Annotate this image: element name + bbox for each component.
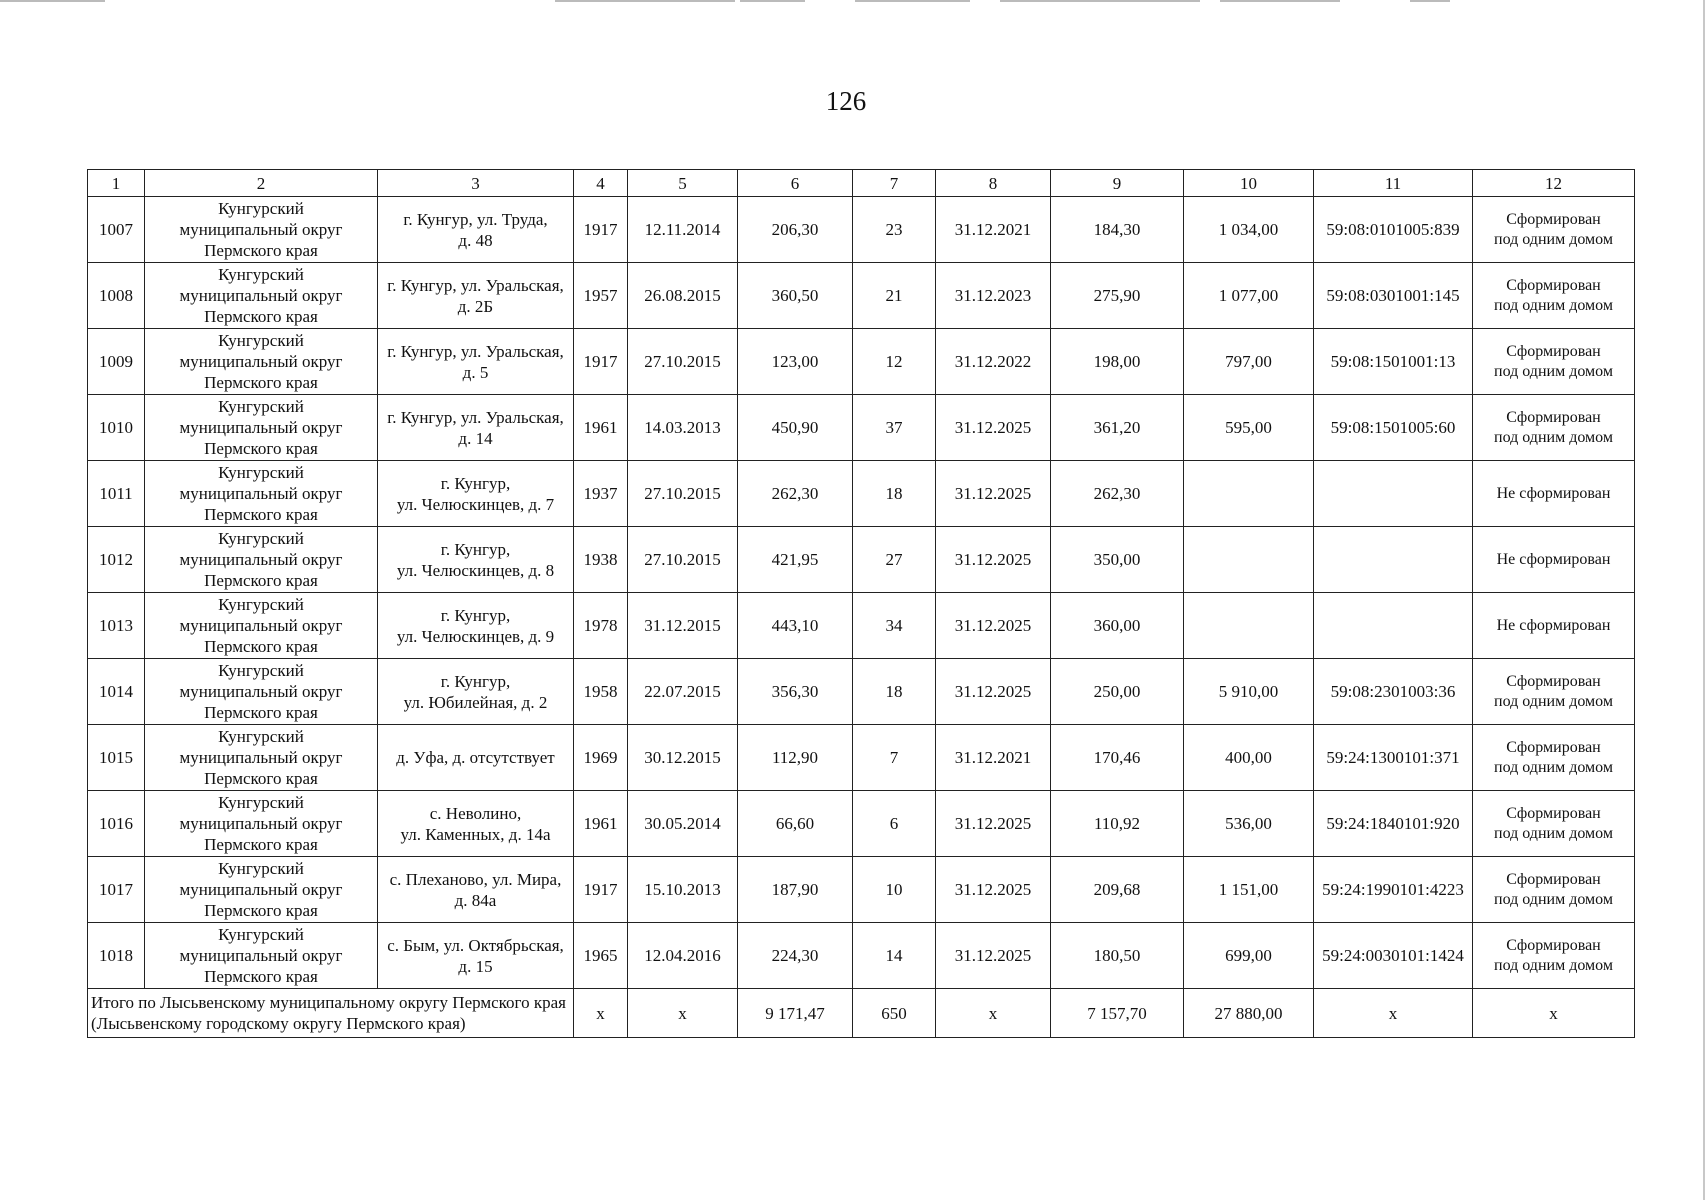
status-cell: Сформирован под одним домом bbox=[1473, 791, 1635, 857]
column-header: 3 bbox=[378, 170, 574, 197]
municipality-cell: Кунгурский муниципальный округ Пермского края bbox=[145, 791, 378, 857]
deadline-cell: 31.12.2025 bbox=[936, 659, 1051, 725]
column-header: 1 bbox=[88, 170, 145, 197]
table-row bbox=[88, 395, 1635, 461]
cadastral-cell: 59:08:0301001:145 bbox=[1314, 263, 1473, 329]
year-cell: 1917 bbox=[574, 329, 628, 395]
address-cell: с. Плеханово, ул. Мира, д. 84а bbox=[378, 857, 574, 923]
municipality-cell: Кунгурский муниципальный округ Пермского края bbox=[145, 329, 378, 395]
plot-area-cell: 5 910,00 bbox=[1184, 659, 1314, 725]
row-number-cell: 1011 bbox=[88, 461, 145, 527]
plot-area-cell: 595,00 bbox=[1184, 395, 1314, 461]
area2-cell: 170,46 bbox=[1051, 725, 1184, 791]
residents-cell: 34 bbox=[853, 593, 936, 659]
municipality-cell: Кунгурский муниципальный округ Пермского края bbox=[145, 527, 378, 593]
column-header: 6 bbox=[738, 170, 853, 197]
status-cell: Сформирован под одним домом bbox=[1473, 329, 1635, 395]
residents-cell: 14 bbox=[853, 923, 936, 989]
status-cell: Не сформирован bbox=[1473, 527, 1635, 593]
year-cell: 1958 bbox=[574, 659, 628, 725]
total-cell: х bbox=[1473, 989, 1635, 1038]
date-cell: 30.12.2015 bbox=[628, 725, 738, 791]
residents-cell: 23 bbox=[853, 197, 936, 263]
residents-cell: 18 bbox=[853, 659, 936, 725]
table-row bbox=[88, 791, 1635, 857]
area-cell: 356,30 bbox=[738, 659, 853, 725]
deadline-cell: 31.12.2025 bbox=[936, 395, 1051, 461]
year-cell: 1961 bbox=[574, 395, 628, 461]
total-cell: 7 157,70 bbox=[1051, 989, 1184, 1038]
column-header: 9 bbox=[1051, 170, 1184, 197]
area2-cell: 209,68 bbox=[1051, 857, 1184, 923]
municipality-cell: Кунгурский муниципальный округ Пермского края bbox=[145, 461, 378, 527]
plot-area-cell: 1 034,00 bbox=[1184, 197, 1314, 263]
total-cell: х bbox=[1314, 989, 1473, 1038]
residents-cell: 7 bbox=[853, 725, 936, 791]
date-cell: 27.10.2015 bbox=[628, 527, 738, 593]
row-number-cell: 1007 bbox=[88, 197, 145, 263]
column-header: 5 bbox=[628, 170, 738, 197]
date-cell: 26.08.2015 bbox=[628, 263, 738, 329]
status-cell: Сформирован под одним домом bbox=[1473, 923, 1635, 989]
address-cell: г. Кунгур, ул. Уральская, д. 14 bbox=[378, 395, 574, 461]
date-cell: 22.07.2015 bbox=[628, 659, 738, 725]
plot-area-cell bbox=[1184, 593, 1314, 659]
area2-cell: 350,00 bbox=[1051, 527, 1184, 593]
table-row bbox=[88, 725, 1635, 791]
date-cell: 31.12.2015 bbox=[628, 593, 738, 659]
year-cell: 1937 bbox=[574, 461, 628, 527]
deadline-cell: 31.12.2025 bbox=[936, 857, 1051, 923]
area2-cell: 360,00 bbox=[1051, 593, 1184, 659]
area2-cell: 275,90 bbox=[1051, 263, 1184, 329]
address-cell: г. Кунгур, ул. Юбилейная, д. 2 bbox=[378, 659, 574, 725]
address-cell: г. Кунгур, ул. Челюскинцев, д. 9 bbox=[378, 593, 574, 659]
area-cell: 206,30 bbox=[738, 197, 853, 263]
table-row bbox=[88, 263, 1635, 329]
total-label: Итого по Лысьвенскому муниципальному округу Пермского края (Лысьвенскому городскому округу Пермского края) bbox=[88, 989, 574, 1038]
plot-area-cell bbox=[1184, 527, 1314, 593]
date-cell: 27.10.2015 bbox=[628, 329, 738, 395]
date-cell: 15.10.2013 bbox=[628, 857, 738, 923]
table-header bbox=[88, 170, 1635, 197]
address-cell: г. Кунгур, ул. Челюскинцев, д. 8 bbox=[378, 527, 574, 593]
municipality-cell: Кунгурский муниципальный округ Пермского края bbox=[145, 725, 378, 791]
year-cell: 1961 bbox=[574, 791, 628, 857]
year-cell: 1978 bbox=[574, 593, 628, 659]
area2-cell: 110,92 bbox=[1051, 791, 1184, 857]
address-cell: г. Кунгур, ул. Челюскинцев, д. 7 bbox=[378, 461, 574, 527]
area-cell: 187,90 bbox=[738, 857, 853, 923]
residents-cell: 10 bbox=[853, 857, 936, 923]
column-header: 12 bbox=[1473, 170, 1635, 197]
cadastral-cell: 59:24:1840101:920 bbox=[1314, 791, 1473, 857]
address-cell: г. Кунгур, ул. Уральская, д. 2Б bbox=[378, 263, 574, 329]
row-number-cell: 1016 bbox=[88, 791, 145, 857]
deadline-cell: 31.12.2025 bbox=[936, 461, 1051, 527]
cadastral-cell bbox=[1314, 461, 1473, 527]
total-cell: х bbox=[628, 989, 738, 1038]
cadastral-cell: 59:24:1300101:371 bbox=[1314, 725, 1473, 791]
address-cell: с. Неволино, ул. Каменных, д. 14а bbox=[378, 791, 574, 857]
row-number-cell: 1008 bbox=[88, 263, 145, 329]
status-cell: Сформирован под одним домом bbox=[1473, 395, 1635, 461]
column-header: 7 bbox=[853, 170, 936, 197]
deadline-cell: 31.12.2022 bbox=[936, 329, 1051, 395]
address-cell: д. Уфа, д. отсутствует bbox=[378, 725, 574, 791]
table-row bbox=[88, 197, 1635, 263]
page-number: 126 bbox=[825, 86, 867, 116]
municipality-cell: Кунгурский муниципальный округ Пермского края bbox=[145, 593, 378, 659]
cadastral-cell: 59:08:2301003:36 bbox=[1314, 659, 1473, 725]
cadastral-cell bbox=[1314, 527, 1473, 593]
status-cell: Не сформирован bbox=[1473, 461, 1635, 527]
total-cell: 9 171,47 bbox=[738, 989, 853, 1038]
column-header: 2 bbox=[145, 170, 378, 197]
row-number-cell: 1018 bbox=[88, 923, 145, 989]
deadline-cell: 31.12.2025 bbox=[936, 791, 1051, 857]
residents-cell: 18 bbox=[853, 461, 936, 527]
plot-area-cell bbox=[1184, 461, 1314, 527]
year-cell: 1917 bbox=[574, 197, 628, 263]
date-cell: 12.04.2016 bbox=[628, 923, 738, 989]
status-cell: Сформирован под одним домом bbox=[1473, 263, 1635, 329]
column-header: 8 bbox=[936, 170, 1051, 197]
date-cell: 12.11.2014 bbox=[628, 197, 738, 263]
row-number-cell: 1009 bbox=[88, 329, 145, 395]
column-header: 4 bbox=[574, 170, 628, 197]
date-cell: 30.05.2014 bbox=[628, 791, 738, 857]
row-number-cell: 1014 bbox=[88, 659, 145, 725]
header-row bbox=[88, 170, 1635, 197]
total-cell: 650 bbox=[853, 989, 936, 1038]
total-cell: 27 880,00 bbox=[1184, 989, 1314, 1038]
status-cell: Не сформирован bbox=[1473, 593, 1635, 659]
year-cell: 1969 bbox=[574, 725, 628, 791]
year-cell: 1965 bbox=[574, 923, 628, 989]
column-header: 10 bbox=[1184, 170, 1314, 197]
area-cell: 112,90 bbox=[738, 725, 853, 791]
residents-cell: 12 bbox=[853, 329, 936, 395]
year-cell: 1957 bbox=[574, 263, 628, 329]
column-header: 11 bbox=[1314, 170, 1473, 197]
total-cell: х bbox=[574, 989, 628, 1038]
deadline-cell: 31.12.2025 bbox=[936, 527, 1051, 593]
deadline-cell: 31.12.2025 bbox=[936, 923, 1051, 989]
municipality-cell: Кунгурский муниципальный округ Пермского края bbox=[145, 857, 378, 923]
table-row bbox=[88, 923, 1635, 989]
status-cell: Сформирован под одним домом bbox=[1473, 197, 1635, 263]
area2-cell: 250,00 bbox=[1051, 659, 1184, 725]
scan-edge-top bbox=[0, 0, 1707, 3]
cadastral-cell bbox=[1314, 593, 1473, 659]
area-cell: 123,00 bbox=[738, 329, 853, 395]
row-number-cell: 1010 bbox=[88, 395, 145, 461]
cadastral-cell: 59:08:1501001:13 bbox=[1314, 329, 1473, 395]
status-cell: Сформирован под одним домом bbox=[1473, 725, 1635, 791]
area-cell: 262,30 bbox=[738, 461, 853, 527]
table-row bbox=[88, 659, 1635, 725]
municipality-cell: Кунгурский муниципальный округ Пермского края bbox=[145, 197, 378, 263]
total-cell: х bbox=[936, 989, 1051, 1038]
cadastral-cell: 59:24:0030101:1424 bbox=[1314, 923, 1473, 989]
residents-cell: 21 bbox=[853, 263, 936, 329]
address-cell: с. Бым, ул. Октябрьская, д. 15 bbox=[378, 923, 574, 989]
table-row bbox=[88, 461, 1635, 527]
year-cell: 1917 bbox=[574, 857, 628, 923]
row-number-cell: 1012 bbox=[88, 527, 145, 593]
area-cell: 450,90 bbox=[738, 395, 853, 461]
area2-cell: 180,50 bbox=[1051, 923, 1184, 989]
area-cell: 224,30 bbox=[738, 923, 853, 989]
area-cell: 360,50 bbox=[738, 263, 853, 329]
deadline-cell: 31.12.2023 bbox=[936, 263, 1051, 329]
municipality-cell: Кунгурский муниципальный округ Пермского края bbox=[145, 263, 378, 329]
plot-area-cell: 1 151,00 bbox=[1184, 857, 1314, 923]
table-body bbox=[88, 197, 1635, 1038]
area2-cell: 262,30 bbox=[1051, 461, 1184, 527]
table-row bbox=[88, 527, 1635, 593]
address-cell: г. Кунгур, ул. Уральская, д. 5 bbox=[378, 329, 574, 395]
scan-edge-right bbox=[1703, 0, 1705, 1200]
status-cell: Сформирован под одним домом bbox=[1473, 857, 1635, 923]
area-cell: 66,60 bbox=[738, 791, 853, 857]
plot-area-cell: 699,00 bbox=[1184, 923, 1314, 989]
plot-area-cell: 536,00 bbox=[1184, 791, 1314, 857]
date-cell: 27.10.2015 bbox=[628, 461, 738, 527]
address-cell: г. Кунгур, ул. Труда, д. 48 bbox=[378, 197, 574, 263]
municipality-cell: Кунгурский муниципальный округ Пермского края bbox=[145, 395, 378, 461]
residents-cell: 6 bbox=[853, 791, 936, 857]
cadastral-cell: 59:08:1501005:60 bbox=[1314, 395, 1473, 461]
status-cell: Сформирован под одним домом bbox=[1473, 659, 1635, 725]
area2-cell: 184,30 bbox=[1051, 197, 1184, 263]
deadline-cell: 31.12.2021 bbox=[936, 725, 1051, 791]
area2-cell: 198,00 bbox=[1051, 329, 1184, 395]
deadline-cell: 31.12.2025 bbox=[936, 593, 1051, 659]
table-row bbox=[88, 329, 1635, 395]
cadastral-cell: 59:24:1990101:4223 bbox=[1314, 857, 1473, 923]
year-cell: 1938 bbox=[574, 527, 628, 593]
area2-cell: 361,20 bbox=[1051, 395, 1184, 461]
cadastral-cell: 59:08:0101005:839 bbox=[1314, 197, 1473, 263]
row-number-cell: 1013 bbox=[88, 593, 145, 659]
area-cell: 443,10 bbox=[738, 593, 853, 659]
municipality-cell: Кунгурский муниципальный округ Пермского края bbox=[145, 659, 378, 725]
row-number-cell: 1017 bbox=[88, 857, 145, 923]
residents-cell: 37 bbox=[853, 395, 936, 461]
deadline-cell: 31.12.2021 bbox=[936, 197, 1051, 263]
table-row bbox=[88, 593, 1635, 659]
plot-area-cell: 400,00 bbox=[1184, 725, 1314, 791]
registry-table bbox=[87, 169, 1635, 1038]
row-number-cell: 1015 bbox=[88, 725, 145, 791]
plot-area-cell: 797,00 bbox=[1184, 329, 1314, 395]
plot-area-cell: 1 077,00 bbox=[1184, 263, 1314, 329]
date-cell: 14.03.2013 bbox=[628, 395, 738, 461]
area-cell: 421,95 bbox=[738, 527, 853, 593]
table-row bbox=[88, 857, 1635, 923]
municipality-cell: Кунгурский муниципальный округ Пермского края bbox=[145, 923, 378, 989]
total-row bbox=[88, 989, 1635, 1038]
residents-cell: 27 bbox=[853, 527, 936, 593]
